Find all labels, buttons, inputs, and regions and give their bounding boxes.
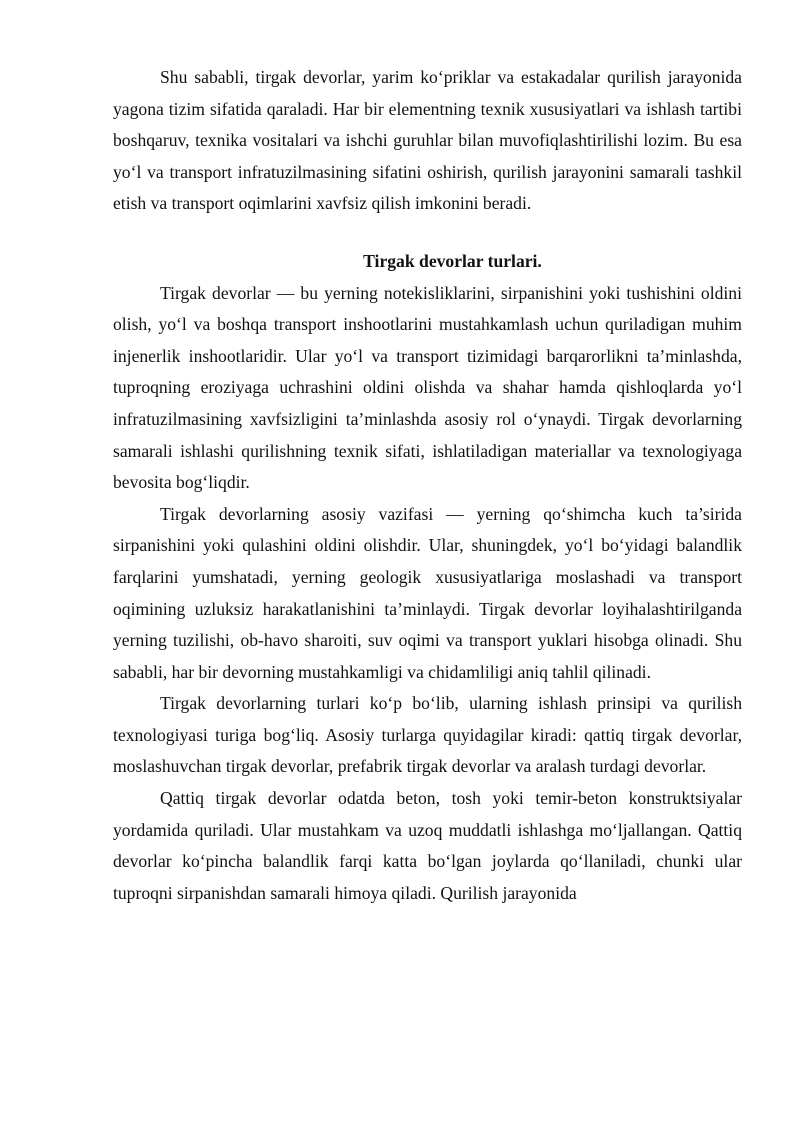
body-paragraph-4: Qattiq tirgak devorlar odatda beton, tosh yoki temir-beton konstruktsiyalar yordamida quriladi. Ular mustahkam va uzoq muddatli ishlashga mo‘ljallangan. Qattiq devorlar ko‘pincha balandlik farqi katta bo‘lgan joylarda qo‘llaniladi, chunki ular tuproqni sirpanishdan samarali himoya qiladi. Qurilish jarayonida: [113, 788, 742, 903]
body-paragraph-3: Tirgak devorlarning turlari ko‘p bo‘lib, ularning ishlash prinsipi va qurilish texnologiyasi turiga bog‘liq. Asosiy turlarga quyidagilar kiradi: qattiq tirgak devorlar, moslashuvchan tirgak devorlar, prefabrik tirgak devorlar va aralash turdagi devorlar.: [113, 693, 742, 777]
intro-paragraph: Shu sababli, tirgak devorlar, yarim ko‘priklar va estakadalar qurilish jarayonida yagona tizim sifatida qaraladi. Har bir elementning texnik xususiyatlari va ishlash tartibi boshqaruv, texnika vositalari va ishchi guruhlar bilan muvofiqlashtirilishi lozim. Bu esa yo‘l va transport infratuzilmasining sifatini oshirish, qurilish jarayonini samarali tashkil etish va transport oqimlarini xavfsiz qilish imkonini beradi.: [113, 67, 742, 214]
paragraph-spacer: [113, 220, 742, 246]
section-heading: Tirgak devorlar turlari.: [363, 250, 542, 271]
document-page: [113, 62, 742, 909]
body-paragraph-1: Tirgak devorlar — bu yerning notekisliklarini, sirpanishini yoki tushishini oldini olish, yo‘l va boshqa transport inshootlarini mustahkamlash uchun quriladigan muhim injenerlik inshootlaridir. Ular yo‘l va transport tizimidagi barqarorlikni ta’minlashda, tuproqning eroziyaga uchrashini oldini olishda va shahar hamda qishloqlarda yo‘l infratuzilmasining xavfsizligini ta’minlashda asosiy rol o‘ynaydi. Tirgak devorlarning samarali ishlashi qurilishning texnik sifati, ishlatiladigan materiallar va texnologiyaga bevosita bog‘liqdir.: [113, 282, 742, 493]
body-paragraph-2: Tirgak devorlarning asosiy vazifasi — yerning qo‘shimcha kuch ta’sirida sirpanishini yoki qulashini oldini olishdir. Ular, shuningdek, yo‘l bo‘yidagi balandlik farqlarini yumshatadi, yerning geologik xususiyatlariga moslashadi va transport oqimining uzluksiz harakatlanishini ta’minlaydi. Tirgak devorlar loyihalashtirilganda yerning tuzilishi, ob-havo sharoiti, suv oqimi va transport yuklari hisobga olinadi. Shu sababli, har bir devorning mustahkamligi va chidamliligi aniq tahlil qilinadi.: [113, 503, 742, 682]
